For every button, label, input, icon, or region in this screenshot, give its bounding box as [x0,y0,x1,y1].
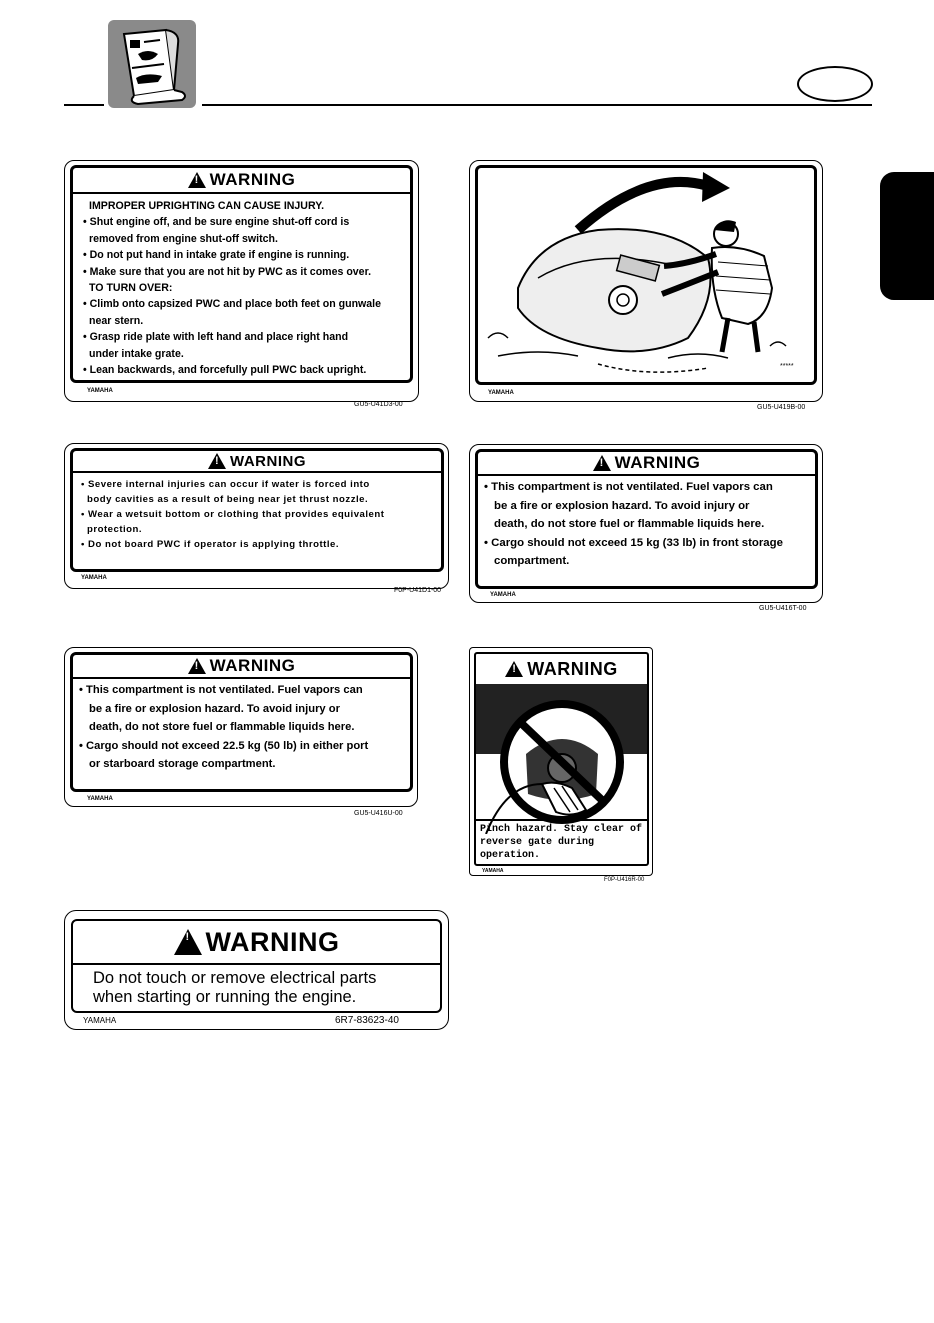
label-line: TO TURN OVER: [89,282,173,295]
uprighting-illustration-label [469,160,823,402]
label-frame [474,652,649,866]
label-code: GU5-U41D3-00 [354,401,403,408]
label-line: IMPROPER UPRIGHTING CAN CAUSE INJURY. [89,200,325,212]
brand-text: YAMAHA [83,1016,117,1025]
illustration-marks: ***** [780,363,794,370]
label-code: GU5-U419B-00 [757,404,806,411]
warning-triangle-icon [188,658,206,674]
label-line: Pinch hazard. Stay clear of [480,824,643,835]
label-line: • Do not board PWC if operator is applying throttle. [81,539,340,550]
label-line: removed from engine shut-off switch. [89,232,278,245]
warning-heading-text: WARNING [209,170,296,189]
label-line: • Cargo should not exceed 22.5 kg (50 lb) in either port [79,739,369,752]
label-line: • Severe internal injuries can occur if water is forced into [81,479,370,490]
label-line: • This compartment is not ventilated. Fuel vapors can [79,684,363,696]
label-code: F0P-U41D1-00 [394,587,442,594]
brand-text: YAMAHA [81,575,107,581]
warning-label-uprighting [64,160,419,402]
label-line: body cavities as a result of being near jet thrust nozzle. [87,494,369,505]
label-line: • Lean backwards, and forcefully pull PWC back upright. [83,364,367,377]
label-body [73,473,441,552]
label-frame [71,919,442,1013]
warning-heading-text: WARNING [230,452,306,470]
header-rule-left [64,104,104,106]
warning-heading-text: WARNING [527,658,618,679]
page-marker-oval [797,66,873,102]
label-line: • Climb onto capsized PWC and place both feet on gunwale [83,298,382,311]
warning-heading [73,168,410,194]
label-body [73,194,410,378]
brand-text: YAMAHA [87,388,113,394]
warning-heading [73,655,410,679]
label-body [478,476,815,571]
label-line: death, do not store fuel or flammable liquids here. [494,518,765,531]
label-body [476,819,647,864]
label-line: • Do not put hand in intake grate if engine is running. [83,249,350,262]
label-line: near stern. [89,314,144,327]
label-code: GU5-U416U-00 [354,810,403,817]
warning-heading-text: WARNING [209,656,296,675]
label-line: compartment. [494,555,570,568]
warning-heading-text: WARNING [205,926,340,957]
label-line: • Make sure that you are not hit by PWC as it comes over. [83,265,372,278]
label-code: 6R7-83623-40 [335,1015,399,1026]
warning-triangle-icon [593,455,611,471]
warning-label-electrical [64,910,449,1030]
label-frame [70,448,444,572]
warning-heading [73,451,441,473]
label-line: be a fire or explosion hazard. To avoid injury or [494,499,750,512]
label-line: reverse gate during operation. [480,837,595,861]
warning-heading-text: WARNING [614,453,701,472]
label-body [73,679,410,774]
label-line: or starboard storage compartment. [89,758,276,771]
label-line: • Wear a wetsuit bottom or clothing that provides equivalent [81,509,385,520]
label-line: • Grasp ride plate with left hand and place right hand [83,331,349,344]
manual-icon [108,20,196,108]
brand-text: YAMAHA [87,796,113,802]
label-frame [475,165,817,385]
brand-text: YAMAHA [488,390,514,396]
warning-label-pinch-hazard [469,647,653,876]
warning-triangle-icon [505,661,523,677]
label-frame [70,652,413,792]
label-line: • Cargo should not exceed 15 kg (33 lb) in front storage [484,536,783,549]
label-line: protection. [87,524,143,535]
label-frame [70,165,413,383]
label-body [73,965,440,1007]
uprighting-illustration [478,168,814,382]
warning-heading [476,654,647,684]
warning-triangle-icon [208,453,226,469]
brand-text: YAMAHA [482,868,504,874]
label-line: be a fire or explosion hazard. To avoid injury or [89,702,340,715]
warning-label-front-storage [469,444,823,603]
header-rule-right [202,104,872,106]
pinch-hazard-pictogram [476,684,647,834]
brand-text: YAMAHA [490,592,516,598]
label-line: under intake grate. [89,347,184,360]
label-line: • This compartment is not ventilated. Fuel vapors can [484,481,773,493]
warning-label-jet-thrust [64,443,449,589]
label-line: • Shut engine off, and be sure engine shut-off cord is [83,216,350,229]
section-tab [880,172,934,300]
label-code: F0P-U416R-00 [604,877,645,883]
warning-label-side-storage [64,647,418,807]
label-code: GU5-U416T-00 [759,605,807,612]
warning-heading [73,921,440,965]
label-line: when starting or running the engine. [93,988,357,1006]
warning-triangle-icon [174,929,202,955]
label-frame [475,449,818,589]
label-line: Do not touch or remove electrical parts [93,969,377,987]
warning-heading [478,452,815,476]
warning-triangle-icon [188,172,206,188]
label-line: death, do not store fuel or flammable liquids here. [89,721,355,734]
